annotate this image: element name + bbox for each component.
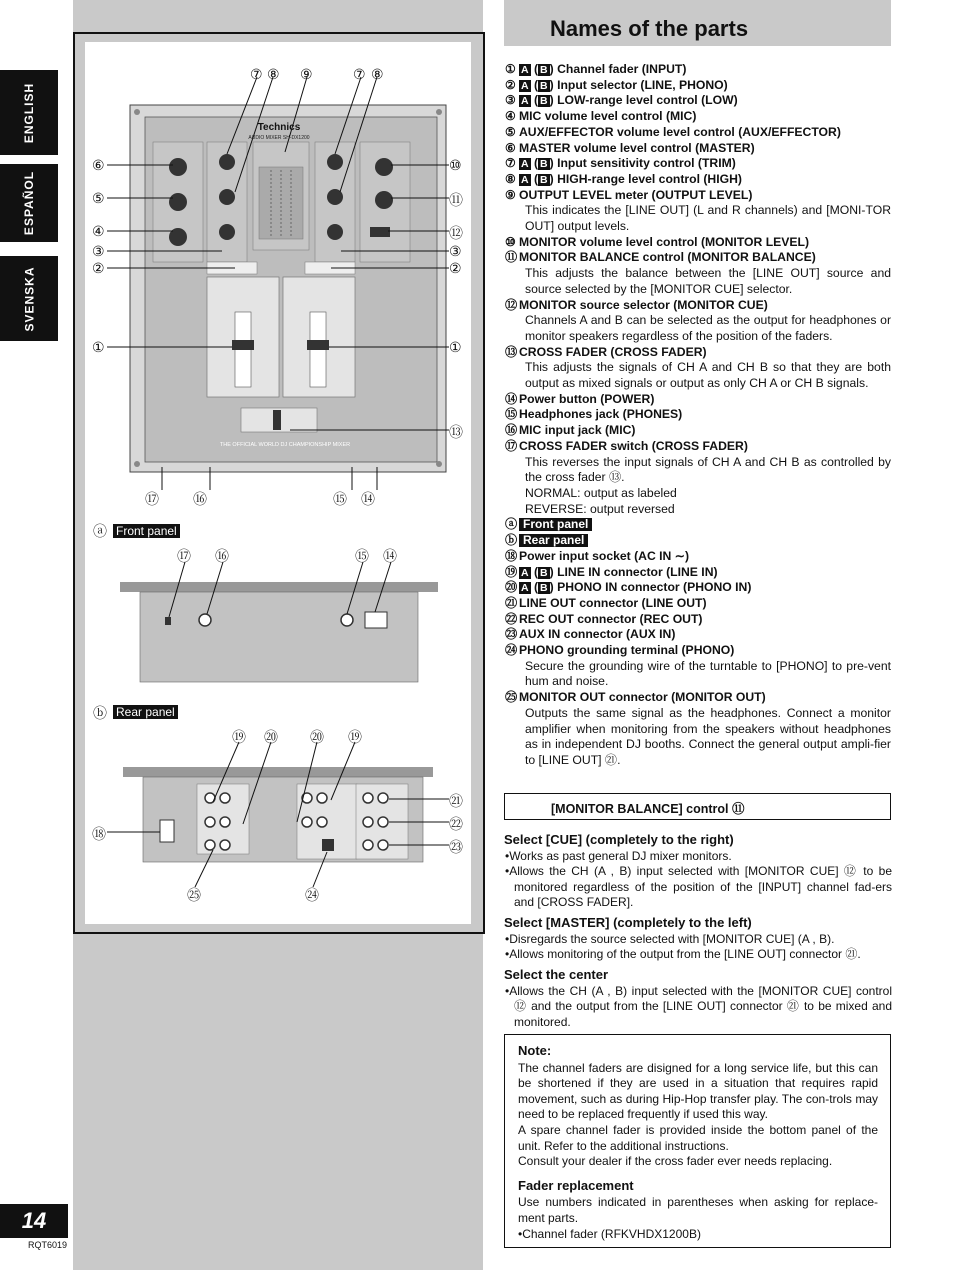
part-item: ⑱ Power input socket (AC IN ∼) (505, 548, 690, 563)
part-item: ㉓ AUX IN connector (AUX IN) (505, 627, 676, 642)
note-paragraph: The channel faders are disigned for a long service life, but this can be shortened if they are used in a situation that requires rapid movement, such as during Hip-Hop transfer play. The con-trols may need to be replaced frequently if used this way. (518, 1060, 878, 1122)
callout-17: ⑰ (145, 491, 159, 507)
part-item: ⑮ Headphones jack (PHONES) (505, 407, 683, 422)
part-item: ② A ( B ) Input selector (LINE, PHONO) (505, 77, 728, 92)
callout-7-a: ⑦ (250, 66, 263, 82)
rear-callout-22: ㉒ (449, 816, 463, 832)
part-item: ⑥ MASTER volume level control (MASTER) (505, 140, 755, 155)
callout-16: ⑯ (193, 491, 207, 507)
cue-section (504, 832, 892, 911)
part-item: ⑲ A ( B ) LINE IN connector (LINE IN) (505, 564, 718, 579)
rear-callout-21: ㉑ (449, 793, 463, 809)
part-item: ⓑ Rear panel (505, 533, 891, 549)
slogan-text: THE OFFICIAL WORLD DJ CHAMPIONSHIP MIXER (219, 442, 351, 448)
section-heading: Select the center (504, 967, 609, 982)
callout-8-b: ⑧ (371, 66, 384, 82)
bullet: •Disregards the source selected with [MONITOR CUE] (A , B). (505, 931, 835, 946)
label-a-marker: ⓐ (93, 523, 107, 539)
callout-14: ⑭ (361, 491, 375, 507)
part-item: ㉒ REC OUT connector (REC OUT) (505, 611, 703, 626)
master-section (504, 915, 892, 963)
page-number: 14 (0, 1204, 68, 1238)
bullet: •Allows the CH (A , B) input selected with the [MONITOR CUE] control ⑫ and the output from the [LINE OUT] connector ㉑ to be mixed and monitored. (505, 983, 892, 1029)
callout-8-a: ⑧ (267, 66, 280, 82)
model-text: AUDIO MIXER SH-DX1200 (248, 135, 310, 141)
callout-9: ⑨ (300, 66, 313, 82)
brand-text: Technics (257, 122, 301, 133)
part-description: Outputs the same signal as the headphones. Connect a monitor amplifier when monitoring from the speakers without headphones as in independent DJ booths. Connect the general output ampli-fier to [LINE OUT] ㉑. (525, 705, 891, 767)
rear-callout-20-b: ⑳ (310, 729, 324, 745)
part-description: This indicates the [LINE OUT] (L and R channels) and [MONI-TOR OUT] output levels. (525, 203, 891, 234)
part-item: ⑤ AUX/EFFECTOR volume level control (AUX/EFFECTOR) (505, 124, 841, 139)
part-description: This adjusts the balance between the [LINE OUT] source and source selected by the [MONITOR CUE] selector. (525, 266, 891, 296)
part-item: ④ MIC volume level control (MIC) (505, 109, 697, 124)
section-heading: Select [CUE] (completely to the right) (504, 832, 734, 847)
rear-callout-20-a: ⑳ (264, 729, 278, 745)
callout-3-left: ③ (92, 243, 105, 259)
parts-figure-frame (73, 32, 485, 934)
callout-7-b: ⑦ (353, 66, 366, 82)
note-box (504, 1034, 891, 1248)
part-item: ⑪ MONITOR BALANCE control (MONITOR BALANCE) (505, 250, 816, 265)
page-title: Names of the parts (550, 16, 749, 41)
part-description: REVERSE: output reversed (525, 501, 675, 516)
front-callout-15: ⑮ (355, 548, 369, 564)
rear-callout-19-a: ⑲ (232, 729, 246, 745)
center-section (504, 967, 892, 1030)
part-description: NORMAL: output as labeled (525, 485, 677, 500)
part-description: Channels A and B can be selected as the output for headphones or monitor speakers regardless of the position of the faders. (525, 313, 891, 343)
part-item: ⑳ A ( B ) PHONO IN connector (PHONO IN) (505, 580, 752, 595)
note-paragraph: Use numbers indicated in parentheses when asking for replace-ment parts. (518, 1195, 878, 1225)
part-item: ⑧ A ( B ) HIGH-range level control (HIGH) (505, 171, 742, 186)
note-paragraph: Consult your dealer if the cross fader ever needs replacing. (518, 1154, 833, 1169)
bullet: •Works as past general DJ mixer monitors. (505, 848, 732, 863)
mixer-diagram (85, 42, 471, 924)
callout-2-right: ② (449, 260, 462, 276)
part-item: ③ A ( B ) LOW-range level control (LOW) (505, 93, 738, 108)
label-b-marker: ⓑ (93, 705, 107, 721)
note-paragraph: •Channel fader (RFKVHDX1200B) (518, 1226, 701, 1241)
front-panel-label: Front panel (113, 524, 180, 538)
title-bar (504, 0, 891, 46)
callout-6: ⑥ (92, 157, 105, 173)
front-callout-16: ⑯ (215, 548, 229, 564)
part-item: ⓐ Front panel (505, 517, 891, 533)
part-description: This reverses the input signals of CH A and CH B as controlled by the cross fader ⑬. (525, 454, 891, 485)
note-paragraph: A spare channel fader is provided inside the bottom panel of the unit. Refer to the additional instructions. (518, 1122, 878, 1153)
part-description: Secure the grounding wire of the turntable to [PHONO] to pre-vent hum and noise. (525, 658, 891, 689)
tab-espanol[interactable]: ESPAÑOL (0, 164, 58, 242)
fader-replacement-heading: Fader replacement (518, 1177, 634, 1193)
callout-4: ④ (92, 223, 105, 239)
parts-figure-canvas (85, 42, 471, 924)
callout-10: ⑩ (449, 157, 462, 173)
rear-callout-23: ㉓ (449, 839, 463, 855)
part-item: ① A ( B ) Channel fader (INPUT) (505, 62, 687, 76)
callout-12: ⑫ (449, 225, 463, 241)
rear-callout-24: ㉔ (305, 887, 319, 903)
part-item: ⑫ MONITOR source selector (MONITOR CUE) (505, 297, 768, 312)
rear-callout-18: ⑱ (92, 826, 106, 842)
rear-panel-label: Rear panel (113, 705, 178, 719)
front-callout-14: ⑭ (383, 548, 397, 564)
rear-callout-25: ㉕ (187, 887, 201, 903)
bullet: •Allows monitoring of the output from the [LINE OUT] connector ㉑. (505, 947, 861, 962)
document-code: RQT6019 (28, 1240, 68, 1250)
note-heading: Note: (518, 1043, 552, 1058)
monitor-balance-box: [MONITOR BALANCE] control ⑪ (504, 793, 891, 820)
callout-1-left: ① (92, 339, 105, 355)
part-item: ⑭ Power button (POWER) (505, 391, 655, 406)
part-item: ㉑ LINE OUT connector (LINE OUT) (505, 595, 707, 610)
part-description: This adjusts the signals of CH A and CH B so that they are both output as mixed signals or output as only CH A or CH B signals. (525, 360, 891, 391)
callout-13: ⑬ (449, 424, 463, 440)
callout-11: ⑪ (449, 192, 463, 208)
callout-5: ⑤ (92, 190, 105, 206)
part-item: ⑩ MONITOR volume level control (MONITOR LEVEL) (505, 234, 810, 249)
callout-1-right: ① (449, 339, 462, 355)
tab-english[interactable]: ENGLISH (0, 70, 58, 155)
rear-callout-19-b: ⑲ (348, 729, 362, 745)
section-heading: Select [MASTER] (completely to the left) (504, 915, 752, 930)
bullet: •Allows the CH (A , B) input selected with [MONITOR CUE] ⑫ to be monitored regardless of the position of the [INPUT] channel fad-ers and [CROSS FADER]. (505, 864, 892, 910)
part-item: ㉔ PHONO grounding terminal (PHONO) (505, 643, 735, 658)
part-item: ⑬ CROSS FADER (CROSS FADER) (505, 344, 707, 359)
part-item: ⑯ MIC input jack (MIC) (505, 423, 636, 438)
front-callout-17: ⑰ (177, 548, 191, 564)
part-item: ⑨ OUTPUT LEVEL meter (OUTPUT LEVEL) (505, 187, 753, 202)
part-item: ⑰ CROSS FADER switch (CROSS FADER) (505, 438, 748, 453)
callout-2-left: ② (92, 260, 105, 276)
callout-3-right: ③ (449, 243, 462, 259)
parts-list (505, 62, 891, 769)
part-item: ㉕ MONITOR OUT connector (MONITOR OUT) (505, 690, 766, 705)
tab-svenska[interactable]: SVENSKA (0, 256, 58, 341)
part-item: ⑦ A ( B ) Input sensitivity control (TRIM) (505, 156, 736, 171)
callout-15: ⑮ (333, 491, 347, 507)
